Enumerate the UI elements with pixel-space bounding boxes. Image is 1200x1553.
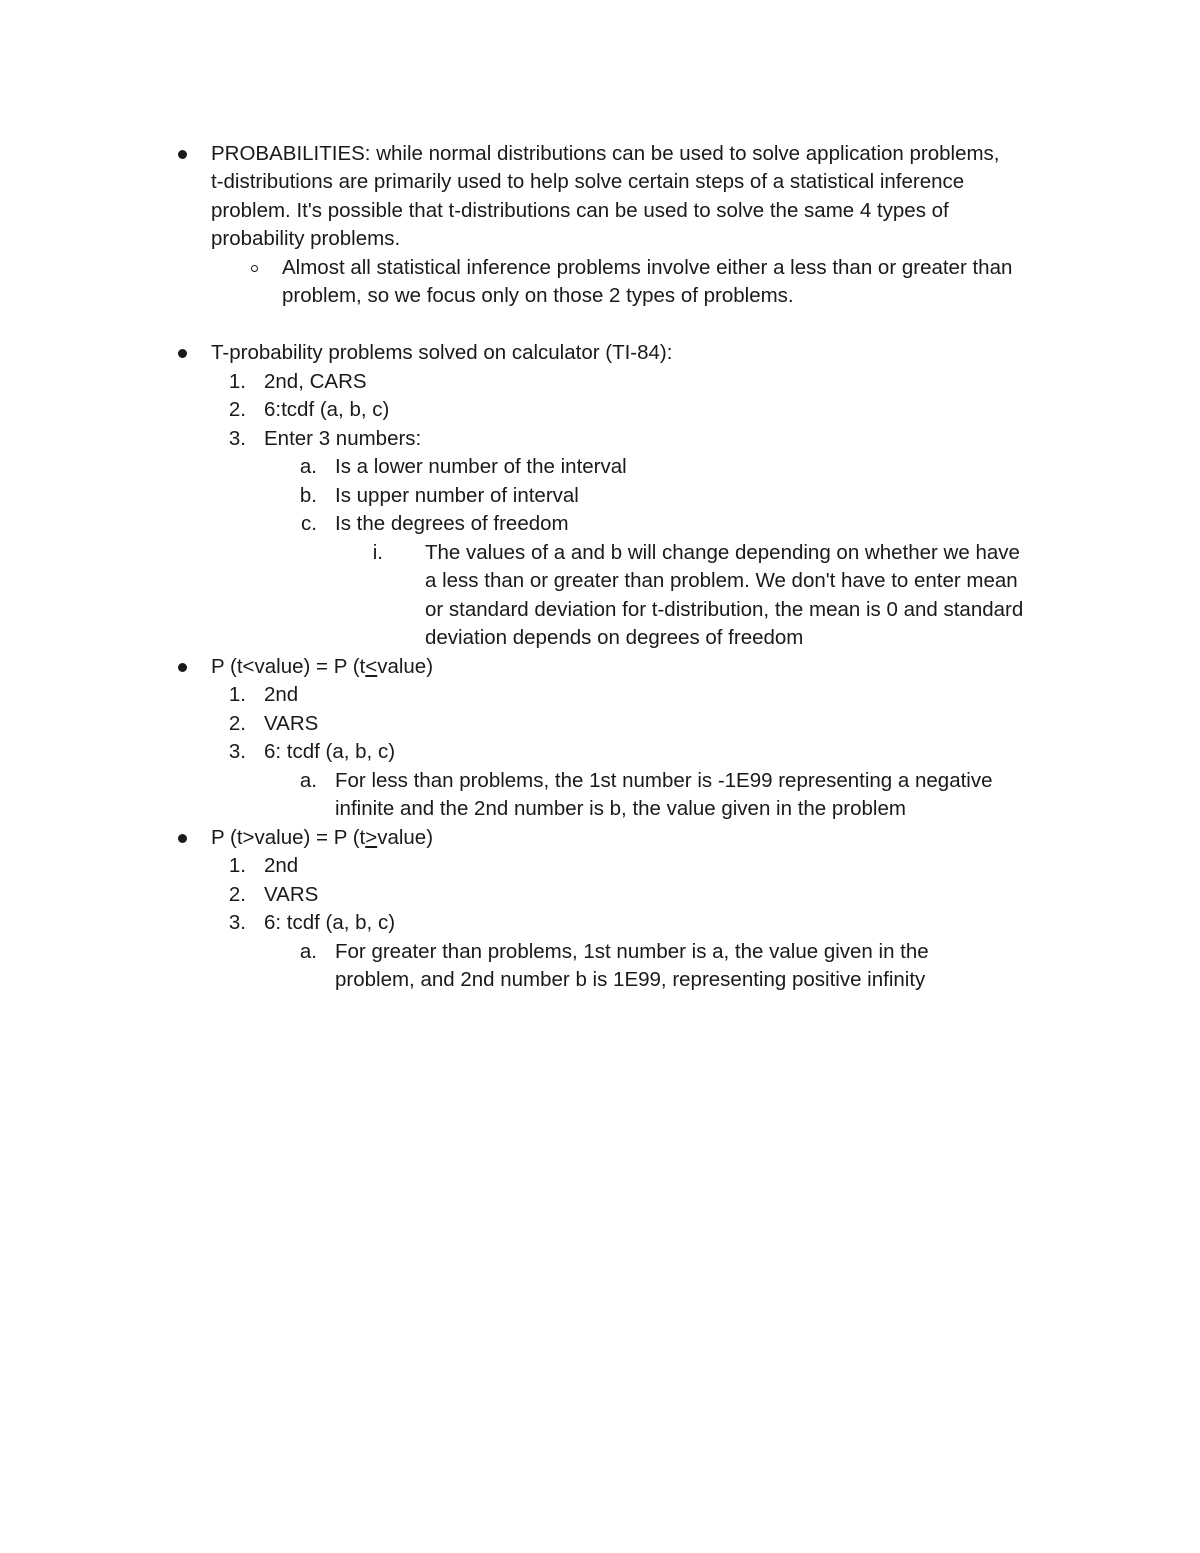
less-equal-symbol: < bbox=[365, 654, 378, 678]
text-line: probability problems. bbox=[211, 227, 401, 250]
step-number: 1. bbox=[228, 683, 246, 706]
bullet-item-probabilities bbox=[0, 140, 1200, 254]
text-line: problem, so we focus only on those 2 types of problems. bbox=[282, 284, 794, 307]
sub-bullet-item bbox=[0, 254, 1200, 311]
notes-list bbox=[0, 140, 1200, 995]
text-line: For greater than problems, 1st number is a, the value given in the bbox=[335, 939, 929, 963]
text-line: PROBABILITIES: while normal distributions can be used to solve application problems, bbox=[211, 141, 1000, 165]
text-line: infinite and the 2nd number is b, the value given in the problem bbox=[335, 797, 906, 820]
step-text: VARS bbox=[264, 882, 319, 906]
letter-marker: a. bbox=[299, 768, 317, 792]
bullet-dot-icon bbox=[178, 150, 187, 159]
bullet-item-less-than bbox=[0, 653, 1200, 682]
hollow-circle-icon bbox=[251, 265, 258, 272]
bullet-dot-icon bbox=[178, 663, 187, 672]
step-number: 1. bbox=[228, 854, 246, 877]
greater-equal-symbol: > bbox=[365, 825, 378, 849]
step-text: 2nd bbox=[264, 854, 299, 877]
bullet-item-calculator bbox=[0, 339, 1200, 368]
bullet-text bbox=[211, 339, 672, 368]
text-line: problem. It's possible that t-distributions can be used to solve the same 4 types of bbox=[211, 198, 949, 222]
letter-text: Is the degrees of freedom bbox=[335, 512, 569, 535]
letter-text: Is upper number of interval bbox=[335, 483, 579, 507]
numbered-step bbox=[0, 681, 1200, 710]
text-line: deviation depends on degrees of freedom bbox=[425, 626, 804, 649]
step-text: 2nd bbox=[264, 683, 299, 706]
text-line: T-probability problems solved on calculator (TI-84): bbox=[211, 341, 673, 364]
lettered-item bbox=[0, 482, 1200, 511]
numbered-step bbox=[0, 852, 1200, 881]
step-text: VARS bbox=[264, 711, 319, 735]
text-line: The values of a and b will change depending on whether we have bbox=[425, 540, 1020, 564]
step-text: 6: tcdf (a, b, c) bbox=[264, 911, 396, 934]
numbered-step bbox=[0, 909, 1200, 938]
numbered-step bbox=[0, 881, 1200, 910]
bullet-text bbox=[211, 653, 433, 682]
letter-marker: a. bbox=[299, 455, 317, 478]
letter-text: Is a lower number of the interval bbox=[335, 455, 627, 478]
letter-marker: c. bbox=[301, 512, 317, 535]
roman-marker: i. bbox=[372, 540, 383, 564]
letter-text bbox=[335, 938, 929, 995]
text-line: For less than problems, the 1st number is -1E99 representing a negative bbox=[335, 768, 993, 792]
text-line: t-distributions are primarily used to help solve certain steps of a statistical inference bbox=[211, 170, 965, 193]
text-line: P (t>value) = P (t>value) bbox=[211, 825, 434, 849]
step-number: 2. bbox=[228, 882, 246, 906]
numbered-step bbox=[0, 396, 1200, 425]
blank-line bbox=[0, 311, 1200, 340]
step-text: 6:tcdf (a, b, c) bbox=[264, 398, 390, 421]
letter-text bbox=[335, 767, 993, 824]
step-number: 3. bbox=[228, 740, 246, 763]
step-text: 6: tcdf (a, b, c) bbox=[264, 740, 396, 763]
bullet-item-greater-than bbox=[0, 824, 1200, 853]
bullet-text bbox=[211, 824, 433, 853]
step-number: 2. bbox=[228, 398, 246, 421]
text-line: Almost all statistical inference problems involve either a less than or greater than bbox=[282, 255, 1013, 279]
letter-marker: a. bbox=[299, 939, 317, 963]
numbered-step bbox=[0, 710, 1200, 739]
numbered-step bbox=[0, 425, 1200, 454]
step-text: 2nd, CARS bbox=[264, 369, 367, 393]
step-number: 3. bbox=[228, 426, 246, 450]
numbered-step bbox=[0, 368, 1200, 397]
lettered-item bbox=[0, 453, 1200, 482]
text-line: a less than or greater than problem. We don't have to enter mean bbox=[425, 569, 1018, 592]
bullet-text bbox=[211, 140, 1000, 254]
lettered-item bbox=[0, 938, 1200, 995]
roman-text bbox=[425, 539, 1023, 653]
step-number: 2. bbox=[228, 711, 246, 735]
step-number: 1. bbox=[228, 369, 246, 393]
roman-item bbox=[0, 539, 1200, 653]
text-line: problem, and 2nd number b is 1E99, representing positive infinity bbox=[335, 968, 926, 991]
sub-bullet-text bbox=[282, 254, 1012, 311]
lettered-item bbox=[0, 767, 1200, 824]
text-line: P (t<value) = P (t<value) bbox=[211, 654, 434, 678]
step-text: Enter 3 numbers: bbox=[264, 426, 422, 450]
text-line: or standard deviation for t-distribution, the mean is 0 and standard bbox=[425, 597, 1024, 621]
letter-marker: b. bbox=[299, 483, 317, 507]
step-number: 3. bbox=[228, 911, 246, 934]
lettered-item bbox=[0, 510, 1200, 539]
bullet-dot-icon bbox=[178, 349, 187, 358]
numbered-step bbox=[0, 738, 1200, 767]
bullet-dot-icon bbox=[178, 834, 187, 843]
